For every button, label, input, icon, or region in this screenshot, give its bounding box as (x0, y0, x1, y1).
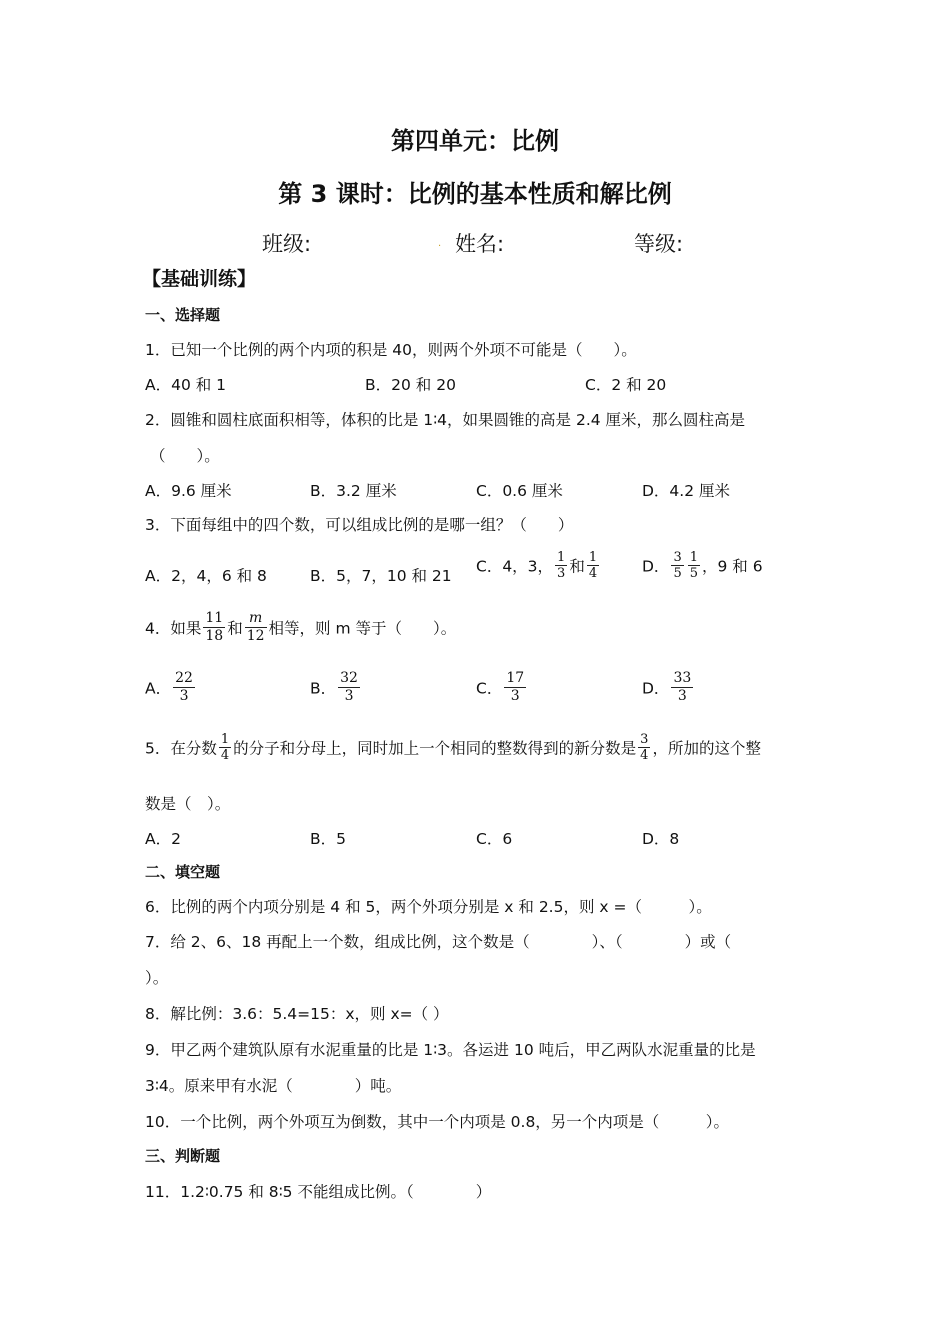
q5-option-b: B．5 (310, 830, 346, 848)
fraction-denominator: 3 (173, 687, 195, 705)
q4-option-a (145, 670, 197, 705)
question-3: 3．下面每组中的四个数，可以组成比例的是哪一组？（ ） (145, 516, 574, 534)
fraction-numerator: 22 (175, 670, 193, 686)
fraction-denominator: 3 (338, 687, 360, 705)
fraction-numerator: 3 (673, 550, 682, 565)
fraction-numerator: 1 (220, 732, 230, 747)
part3-heading: 三、判断题 (145, 1147, 221, 1165)
q5-option-a: A．2 (145, 830, 181, 848)
fraction-numerator: 32 (340, 670, 358, 686)
q3-option-b: B．5，7，10 和 21 (310, 567, 452, 585)
q3-c-and: 和 (569, 557, 585, 576)
fraction-numerator: 17 (506, 670, 525, 686)
question-9-line1: 9．甲乙两个建筑队原有水泥重量的比是 1∶3。各运进 10 吨后，甲乙两队水泥重量的比是 (145, 1041, 756, 1059)
fraction-denominator: 4 (640, 748, 649, 763)
fraction-denominator: 5 (673, 566, 682, 581)
q3-d-fraction-2 (688, 550, 700, 581)
q5-suffix: ，所加的这个整 (652, 739, 761, 758)
q4-d-label: D． (642, 679, 670, 698)
q5-prefix: 5．在分数 (145, 739, 217, 758)
question-7-line1: 7．给 2、6、18 再配上一个数，组成比例，这个数是（ ）、（ ）或（ (145, 933, 732, 951)
q3-c-fraction-2 (587, 550, 599, 581)
name-label: 姓名: (455, 232, 505, 256)
q3-option-d (642, 550, 763, 581)
q3-c-fraction-1 (555, 550, 567, 581)
q4-option-b (310, 670, 362, 705)
q4-d-fraction (671, 670, 693, 705)
fraction-denominator: 18 (205, 628, 224, 644)
q3-d-prefix: D． (642, 557, 670, 576)
fraction-numerator: 3 (640, 732, 649, 747)
question-8: 8．解比例：3.6：5.4=15：x，则 x=（ ） (145, 1005, 449, 1023)
q4-b-label: B． (310, 679, 337, 698)
question-5-line2: 数是（ ）。 (145, 795, 231, 813)
q3-c-prefix: C．4，3， (476, 557, 554, 576)
fraction-denominator: 12 (246, 628, 265, 644)
fraction-numerator: 1 (557, 550, 566, 565)
q5-fraction-2 (638, 732, 650, 763)
question-5-line1 (145, 732, 761, 763)
q4-suffix: 相等，则 m 等于（ ）。 (268, 619, 457, 638)
q2-option-c: C．0.6 厘米 (476, 482, 563, 500)
q2-option-b: B．3.2 厘米 (310, 482, 397, 500)
question-10: 10．一个比例，两个外项互为倒数，其中一个内项是 0.8，另一个内项是（ ）。 (145, 1113, 730, 1131)
question-11: 11．1.2∶0.75 和 8∶5 不能组成比例。（ ） (145, 1183, 492, 1201)
fraction-denominator: 4 (588, 566, 598, 581)
question-1: 1．已知一个比例的两个内项的积是 40，则两个外项不可能是（ ）。 (145, 341, 637, 359)
q2-option-d: D．4.2 厘米 (642, 482, 731, 500)
q4-a-fraction (173, 670, 195, 705)
part1-heading: 一、选择题 (145, 306, 221, 324)
q4-a-label: A． (145, 679, 172, 698)
q2-option-a: A．9.6 厘米 (145, 482, 232, 500)
grade-label: 等级: (634, 232, 684, 256)
q3-d-fraction-1 (671, 550, 683, 581)
q4-option-c (476, 670, 528, 705)
fraction-denominator: 3 (671, 687, 693, 705)
question-2-line2: （ ）。 (150, 447, 220, 465)
lesson-title: 第 3 课时：比例的基本性质和解比例 (278, 180, 672, 208)
q4-c-label: C． (476, 679, 503, 698)
class-label: 班级: (262, 232, 312, 256)
fraction-numerator: 1 (689, 550, 698, 565)
fraction-denominator: 5 (689, 566, 698, 581)
fraction-denominator: 3 (504, 687, 526, 705)
q5-option-d: D．8 (642, 830, 680, 848)
fraction-denominator: 4 (220, 748, 230, 763)
q4-and: 和 (227, 619, 243, 638)
fraction-numerator: m (248, 610, 263, 626)
q3-option-c (476, 550, 601, 581)
q4-fraction-2 (245, 610, 267, 645)
q1-option-a: A．40 和 1 (145, 376, 227, 394)
question-4 (145, 610, 456, 645)
unit-title: 第四单元：比例 (391, 127, 559, 155)
question-7-line2: ）。 (145, 969, 169, 987)
fraction-denominator: 3 (557, 566, 566, 581)
q4-prefix: 4．如果 (145, 619, 202, 638)
q1-option-c: C．2 和 20 (585, 376, 667, 394)
q1-option-b: B．20 和 20 (365, 376, 456, 394)
q5-fraction-1 (219, 732, 231, 763)
q5-option-c: C．6 (476, 830, 513, 848)
q4-fraction-1 (203, 610, 225, 645)
part2-heading: 二、填空题 (145, 863, 221, 881)
question-2-line1: 2．圆锥和圆柱底面积相等，体积的比是 1∶4，如果圆锥的高是 2.4 厘米，那么圆柱高是 (145, 411, 746, 429)
blank-marker: . (438, 238, 442, 249)
q3-d-suffix: ，9 和 6 (702, 557, 763, 576)
section-basic-training: 【基础训练】 (142, 268, 257, 290)
question-6: 6．比例的两个内项分别是 4 和 5，两个外项分别是 x 和 2.5，则 x =（ ）。 (145, 898, 712, 916)
q5-middle: 的分子和分母上，同时加上一个相同的整数得到的新分数是 (233, 739, 637, 758)
question-9-line2: 3∶4。原来甲有水泥（ ）吨。 (145, 1077, 402, 1095)
q3-option-a: A．2，4，6 和 8 (145, 567, 267, 585)
fraction-numerator: 11 (205, 610, 224, 626)
q4-option-d (642, 670, 695, 705)
q4-b-fraction (338, 670, 360, 705)
fraction-numerator: 1 (588, 550, 598, 565)
q4-c-fraction (504, 670, 526, 705)
fraction-numerator: 33 (673, 670, 692, 686)
